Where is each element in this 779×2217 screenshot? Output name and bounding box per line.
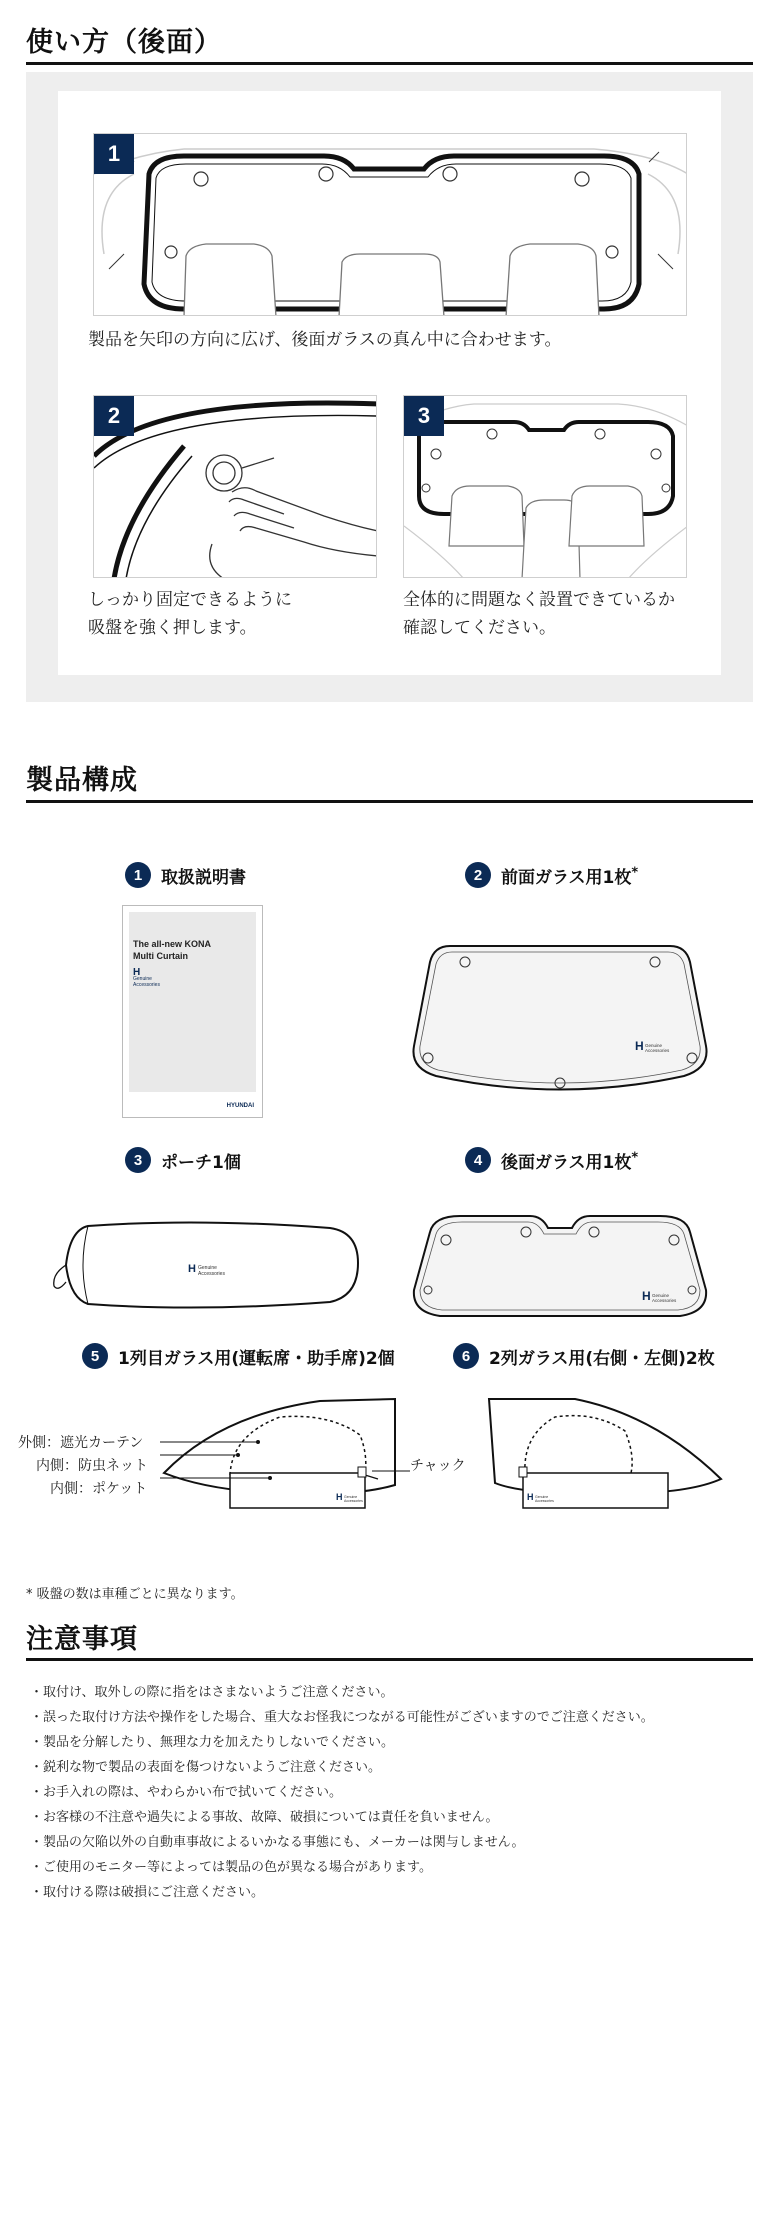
component-1-text: 取扱説明書 [161, 867, 246, 888]
component-1-label [125, 862, 246, 888]
component-4-star: * [631, 1149, 639, 1165]
manual-title-line1: The all-new KONA [133, 939, 212, 949]
howto-title: 使い方（後面） [26, 27, 222, 58]
note-item: ・ 製品の欠陥以外の自動車事故によるいかなる事態にも、メーカーは関与しません。 [30, 1830, 654, 1855]
component-6-number: 6 [453, 1343, 479, 1369]
step1-image [93, 133, 687, 316]
components-title-rule [26, 800, 753, 803]
components-title: 製品構成 [26, 765, 138, 796]
rear-brand-line2: Accessories [652, 1298, 677, 1303]
svg-text:H: H [527, 1492, 534, 1502]
component-2-label-text: 前面ガラス用1枚 [501, 867, 632, 888]
manual-brand-line1: Genuine [133, 976, 152, 982]
rear-glass-illustration [94, 134, 687, 316]
component-2-text [501, 863, 638, 888]
note-item: ・ 取付ける際は破損にご注意ください。 [30, 1880, 654, 1905]
component-1-number: 1 [125, 862, 151, 888]
components-footnote: * 吸盤の数は車種ごとに異なります。 [26, 1587, 244, 1602]
front-brand-line1: Genuine [645, 1043, 663, 1048]
component-5-number: 5 [82, 1343, 108, 1369]
svg-text:H: H [188, 1263, 196, 1275]
step2-text-line2: 吸盤を強く押します。 [88, 618, 257, 638]
notes-title-rule [26, 1658, 753, 1661]
first-row-brand-line1: Genuine [344, 1495, 358, 1499]
second-row-brand-line1: Genuine [535, 1495, 549, 1499]
step2-image [93, 395, 377, 578]
step3-text-line1: 全体的に問題なく設置できているか [403, 590, 675, 610]
rear-brand-line1: Genuine [652, 1293, 670, 1298]
front-brand-line2: Accessories [645, 1048, 670, 1053]
component-3-label [125, 1147, 241, 1173]
step3-badge: 3 [404, 396, 444, 436]
manual-title [133, 938, 211, 962]
step2-badge: 2 [94, 396, 134, 436]
component-5-text: 1列目ガラス用(運転席・助手席)2個 [118, 1348, 395, 1369]
note-item: ・ お客様の不注意や過失による事故、故障、破損については責任を負いません。 [30, 1805, 654, 1830]
step2-text [88, 586, 292, 642]
note-item: ・ 誤った取付け方法や操作をした場合、重大なお怪我につながる可能性がございますのでご注意ください。 [30, 1705, 654, 1730]
svg-text:H: H [336, 1492, 343, 1502]
first-row-brand-line2: Accessories [344, 1499, 363, 1503]
suction-press-illustration [94, 396, 377, 578]
pouch-brand-line2: Accessories [198, 1271, 225, 1277]
callout-inner-net: 内側：防虫ネット [36, 1458, 148, 1474]
second-row-shade-illustration [485, 1395, 725, 1515]
component-4-label [465, 1147, 638, 1173]
howto-title-rule [26, 62, 753, 65]
installed-rear-illustration [404, 396, 687, 578]
note-item: ・ お手入れの際は、やわらかい布で拭いてください。 [30, 1780, 654, 1805]
component-2-label [465, 862, 638, 888]
manual-title-line2: Multi Curtain [133, 951, 188, 961]
rear-glass-shade-illustration [410, 1212, 710, 1322]
step2-text-line1: しっかり固定できるように [88, 590, 292, 610]
component-4-label-text: 後面ガラス用1枚 [501, 1152, 632, 1173]
note-item: ・ 鋭利な物で製品の表面を傷つけないようご注意ください。 [30, 1755, 654, 1780]
note-item: ・ 取付け、取外しの際に指をはさまないようご注意ください。 [30, 1680, 654, 1705]
callout-outer: 外側：遮光カーテン [18, 1435, 144, 1451]
component-4-number: 4 [465, 1147, 491, 1173]
manual-footer-logo: HYUNDAI [226, 1103, 254, 1109]
notes-title: 注意事項 [26, 1624, 138, 1655]
svg-text:H: H [642, 1289, 651, 1303]
step1-badge: 1 [94, 134, 134, 174]
component-2-number: 2 [465, 862, 491, 888]
component-6-label [453, 1343, 715, 1369]
step1-text: 製品を矢印の方向に広げ、後面ガラスの真ん中に合わせます。 [88, 330, 562, 350]
callout-zipper: チャック [410, 1458, 466, 1474]
pouch-brand-line1: Genuine [198, 1265, 217, 1271]
component-3-text: ポーチ1個 [161, 1152, 241, 1173]
note-item: ・ 製品を分解したり、無理な力を加えたりしないでください。 [30, 1730, 654, 1755]
step3-image [403, 395, 687, 578]
component-5-label [82, 1343, 395, 1369]
component-2-star: * [631, 864, 639, 880]
manual-brand [133, 967, 160, 988]
manual-brand-line2: Accessories [133, 982, 160, 988]
step3-text-line2: 確認してください。 [403, 618, 556, 638]
callout-inner-pocket: 内側：ポケット [50, 1481, 148, 1497]
svg-text:H: H [635, 1039, 644, 1053]
zipper-leader-line [372, 1468, 410, 1474]
pouch-illustration [48, 1218, 360, 1312]
notes-list [30, 1680, 654, 1905]
manual-booklet [122, 905, 263, 1118]
step3-text [403, 586, 675, 642]
note-item: ・ ご使用のモニター等によっては製品の色が異なる場合があります。 [30, 1855, 654, 1880]
component-3-number: 3 [125, 1147, 151, 1173]
first-row-shade-illustration [160, 1395, 405, 1515]
second-row-brand-line2: Accessories [535, 1499, 554, 1503]
component-6-text: 2列ガラス用(右側・左側)2枚 [489, 1348, 715, 1369]
front-glass-shade-illustration [410, 938, 710, 1098]
brand-h-icon: H [133, 967, 141, 978]
component-4-text [501, 1148, 638, 1173]
